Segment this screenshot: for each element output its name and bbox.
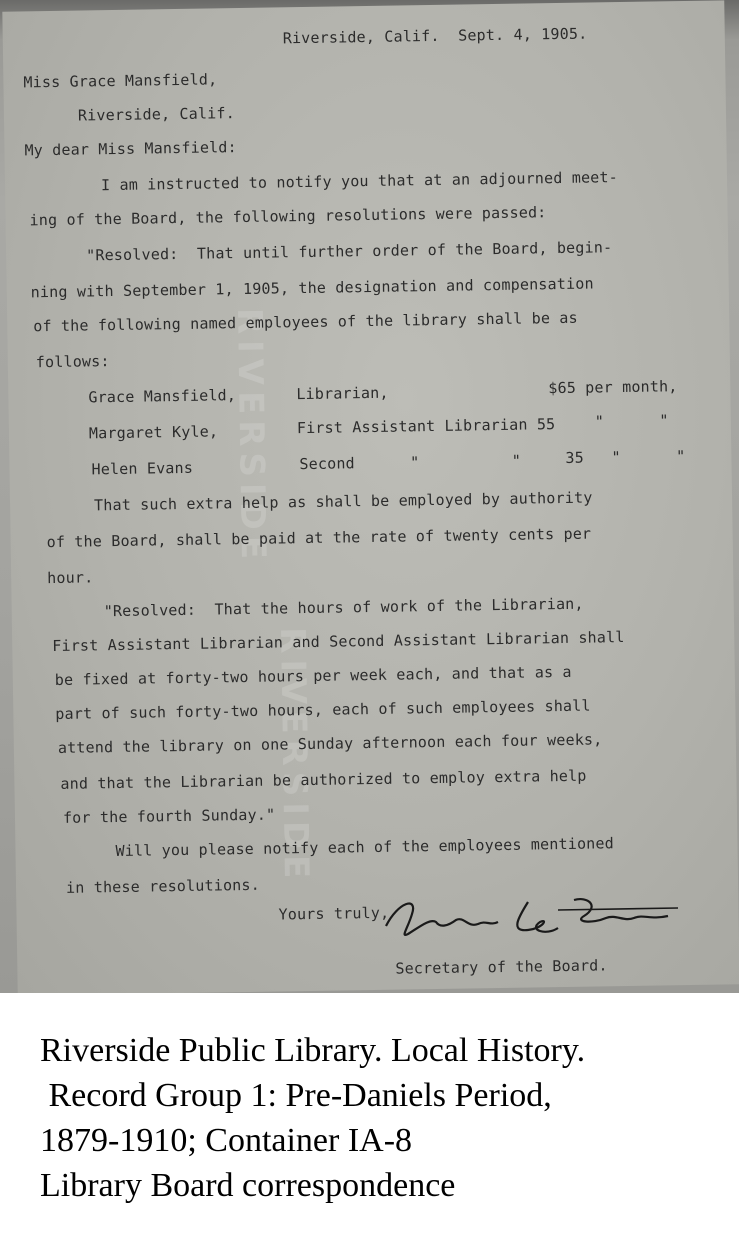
employee-title: Second " " [299, 451, 522, 474]
res1-line3: of the following named employees of the library shall be as [33, 308, 578, 336]
res2-line1: "Resolved: That the hours of work of the Librarian, [103, 594, 584, 621]
res2-line5: attend the library on one Sunday afternoon each four weeks, [57, 730, 603, 757]
employee-name: Margaret Kyle, [88, 422, 219, 443]
extra-help-line2: of the Board, shall be paid at the rate of twenty cents per [46, 524, 592, 552]
res1-line4: follows: [35, 352, 110, 372]
employee-pay: $65 per month, [548, 377, 678, 398]
signature-image [378, 888, 688, 948]
res2-line6: and that the Librarian be authorized to employ extra help [60, 766, 587, 793]
signature-title: Secretary of the Board. [395, 956, 608, 978]
para1-line2: ing of the Board, the following resolutions were passed: [29, 203, 547, 230]
extra-help-line3: hour. [47, 568, 94, 588]
letter-paper [2, 0, 739, 993]
res2-line7: for the fourth Sunday." [62, 805, 276, 827]
salutation: My dear Miss Mansfield: [24, 138, 237, 160]
employee-pay: 35 " " [565, 447, 686, 467]
res1-line1: "Resolved: That until further order of the Board, begin- [86, 238, 613, 265]
caption-line: Library Board correspondence [40, 1167, 456, 1204]
employee-name: Helen Evans [91, 458, 194, 479]
extra-help-line1: That such extra help as shall be employed by authority [93, 488, 593, 515]
recipient-name: Miss Grace Mansfield, [23, 70, 218, 92]
employee-title: First Assistant Librarian 55 [296, 415, 556, 438]
dateline: Riverside, Calif. Sept. 4, 1905. [282, 24, 588, 48]
employee-title: Librarian, [296, 383, 389, 404]
yours-truly: Yours truly, [278, 903, 390, 924]
library-stamp: RIVERSIDE [229, 307, 274, 566]
res2-line2: First Assistant Librarian and Second Assistant Librarian shall [52, 628, 625, 656]
caption-line: 1879-1910; Container IA-8 [40, 1122, 413, 1159]
res1-line2: ning with September 1, 1905, the designation and compensation [30, 274, 594, 302]
employee-name: Grace Mansfield, [88, 386, 237, 407]
res2-line4: part of such forty-two hours, each of such employees shall [55, 696, 591, 723]
para1-line1: I am instructed to notify you that at an adjourned meet- [100, 168, 619, 195]
closing-line1: Will you please notify each of the employees mentioned [115, 834, 615, 861]
recipient-city: Riverside, Calif. [77, 104, 236, 125]
closing-line2: in these resolutions. [65, 875, 261, 897]
archive-caption [40, 1028, 585, 1208]
library-stamp-lower: RIVERSIDE [272, 626, 317, 885]
employee-pay: " " [594, 411, 669, 431]
caption-line: Record Group 1: Pre-Daniels Period, [40, 1077, 552, 1114]
res2-line3: be fixed at forty-two hours per week each, and that as a [54, 662, 572, 689]
caption-line: Riverside Public Library. Local History. [40, 1032, 586, 1069]
